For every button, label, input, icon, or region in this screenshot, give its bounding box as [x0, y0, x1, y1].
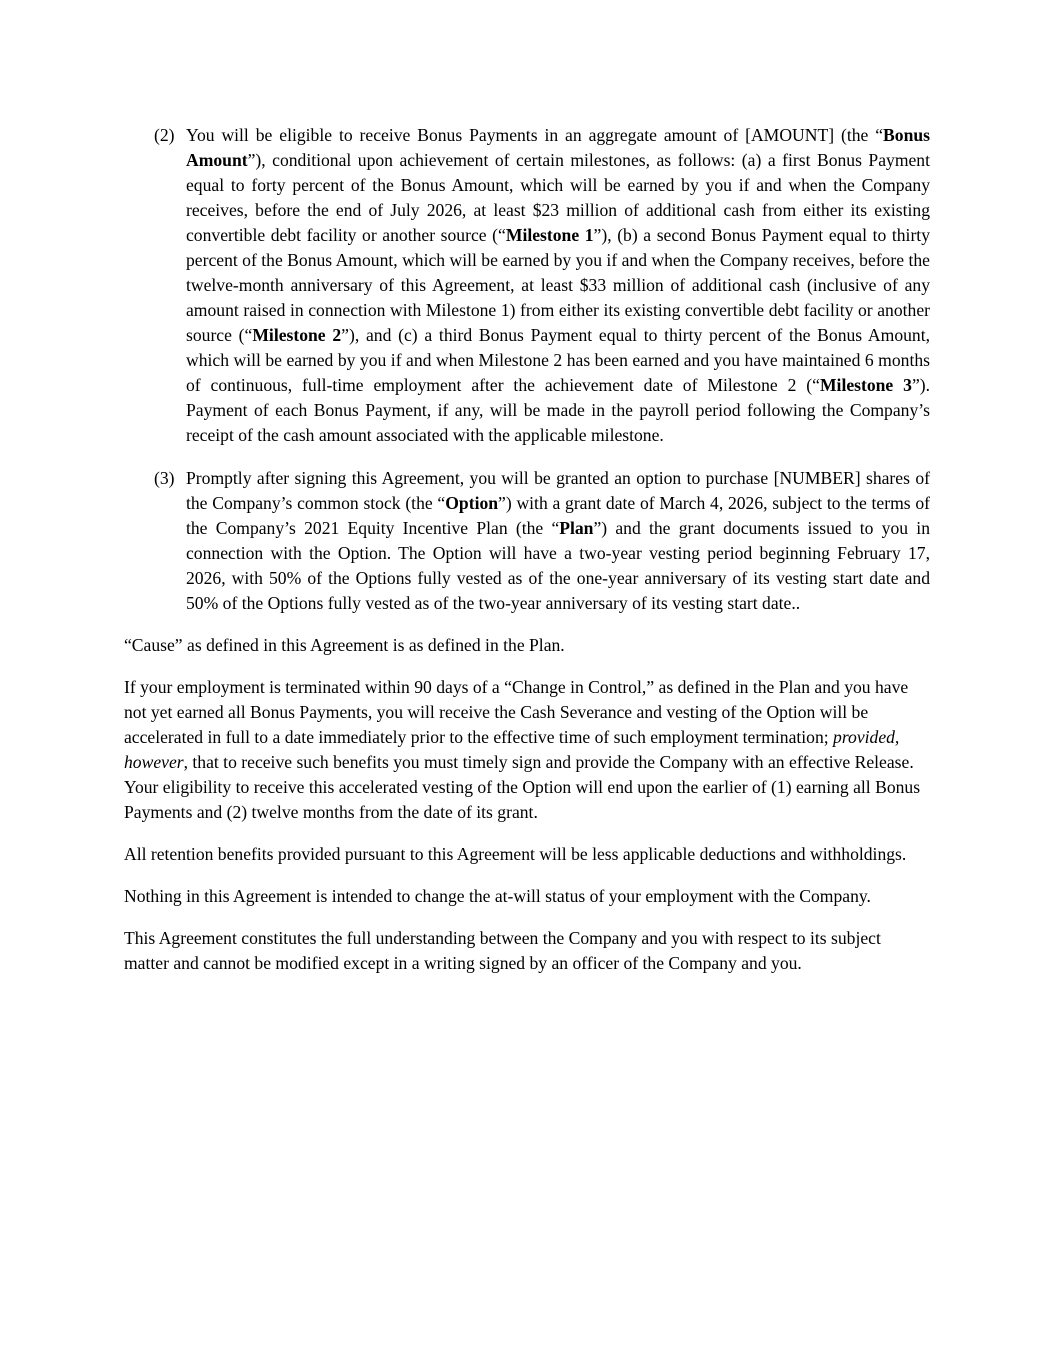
- text-run: “Cause” as defined in this Agreement is as defined in the Plan.: [124, 635, 565, 655]
- text-run: ”), conditional upon achievement of certain milestones, as follows: (a) a first Bonus Payment equal to forty percent of the Bonus Amount, which will be earned by you if and when the Company receives, before the end of July 2026, at least $23 million of additional cash from either its existing convertible debt facility or another source (“: [186, 150, 930, 245]
- text-run: ”), and (c) a third Bonus Payment equal to thirty percent of the Bonus Amount, which will be earned by you if and when Milestone 2 has been earned and you have maintained 6 months of continuous, full-time employment after the achievement date of Milestone 2 (“: [186, 325, 930, 395]
- item-number: (3): [154, 468, 175, 488]
- defined-term: Milestone 3: [819, 375, 912, 395]
- item-body: [186, 125, 930, 445]
- paragraph-full-understanding: [124, 926, 930, 976]
- defined-term: Milestone 2: [252, 325, 342, 345]
- text-run: If your employment is terminated within 90 days of a “Change in Control,” as defined in the Plan and you have not yet earned all Bonus Payments, you will receive the Cash Severance and vesting of the Option will be accelerated in full to a date immediately prior to the effective time of such employment termination;: [124, 677, 909, 747]
- text-run: ”) and the grant documents issued to you in connection with the Option. The Option will have a two-year vesting period beginning February 17, 2026, with 50% of the Options fully vested as of the one-year anniversary of its vesting start date and 50% of the Options fully vested as of the two-year anniversary of its vesting start date..: [186, 518, 930, 613]
- text-run: ”), (b) a second Bonus Payment equal to thirty percent of the Bonus Amount, which will be earned by you if and when the Company receives, before the twelve-month anniversary of this Agreement, at least $33 million of additional cash (inclusive of any amount raised in connection with Milestone 1) from either its existing convertible debt facility or another source (“: [186, 225, 930, 345]
- item-number: (2): [154, 125, 175, 145]
- paragraph-retention-deductions: [124, 842, 930, 867]
- defined-term: Bonus Amount: [186, 125, 930, 170]
- item-body: [186, 468, 930, 613]
- defined-term: Plan: [559, 518, 594, 538]
- text-run: Promptly after signing this Agreement, you will be granted an option to purchase [NUMBER] shares of the Company’s common stock (the “: [186, 468, 930, 513]
- text-run: , that to receive such benefits you must timely sign and provide the Company with an effective Release. Your eligibility to receive this accelerated vesting of the Option will end upon the earlier of (1) earning all Bonus Payments and (2) twelve months from the date of its grant.: [124, 752, 921, 822]
- text-run: You will be eligible to receive Bonus Payments in an aggregate amount of [AMOUNT] (the “: [186, 125, 884, 145]
- text-run: Nothing in this Agreement is intended to change the at-will status of your employment with the Company.: [124, 886, 871, 906]
- document-page: [124, 123, 930, 993]
- emphasis-text: provided, however: [124, 727, 900, 772]
- text-run: ”). Payment of each Bonus Payment, if any, will be made in the payroll period following the Company’s receipt of the cash amount associated with the applicable milestone.: [186, 375, 931, 445]
- numbered-item-bonus: [124, 123, 930, 448]
- paragraph-cause-definition: [124, 633, 930, 658]
- defined-term: Option: [445, 493, 499, 513]
- text-run: This Agreement constitutes the full understanding between the Company and you with respect to its subject matter and cannot be modified except in a writing signed by an officer of the Company and you.: [124, 928, 881, 973]
- text-run: ”) with a grant date of March 4, 2026, subject to the terms of the Company’s 2021 Equity Incentive Plan (the “: [186, 493, 931, 538]
- defined-term: Milestone 1: [505, 225, 594, 245]
- paragraph-change-in-control: [124, 675, 930, 825]
- numbered-item-option: [124, 466, 930, 616]
- paragraph-at-will: [124, 884, 930, 909]
- text-run: All retention benefits provided pursuant to this Agreement will be less applicable deductions and withholdings.: [124, 844, 907, 864]
